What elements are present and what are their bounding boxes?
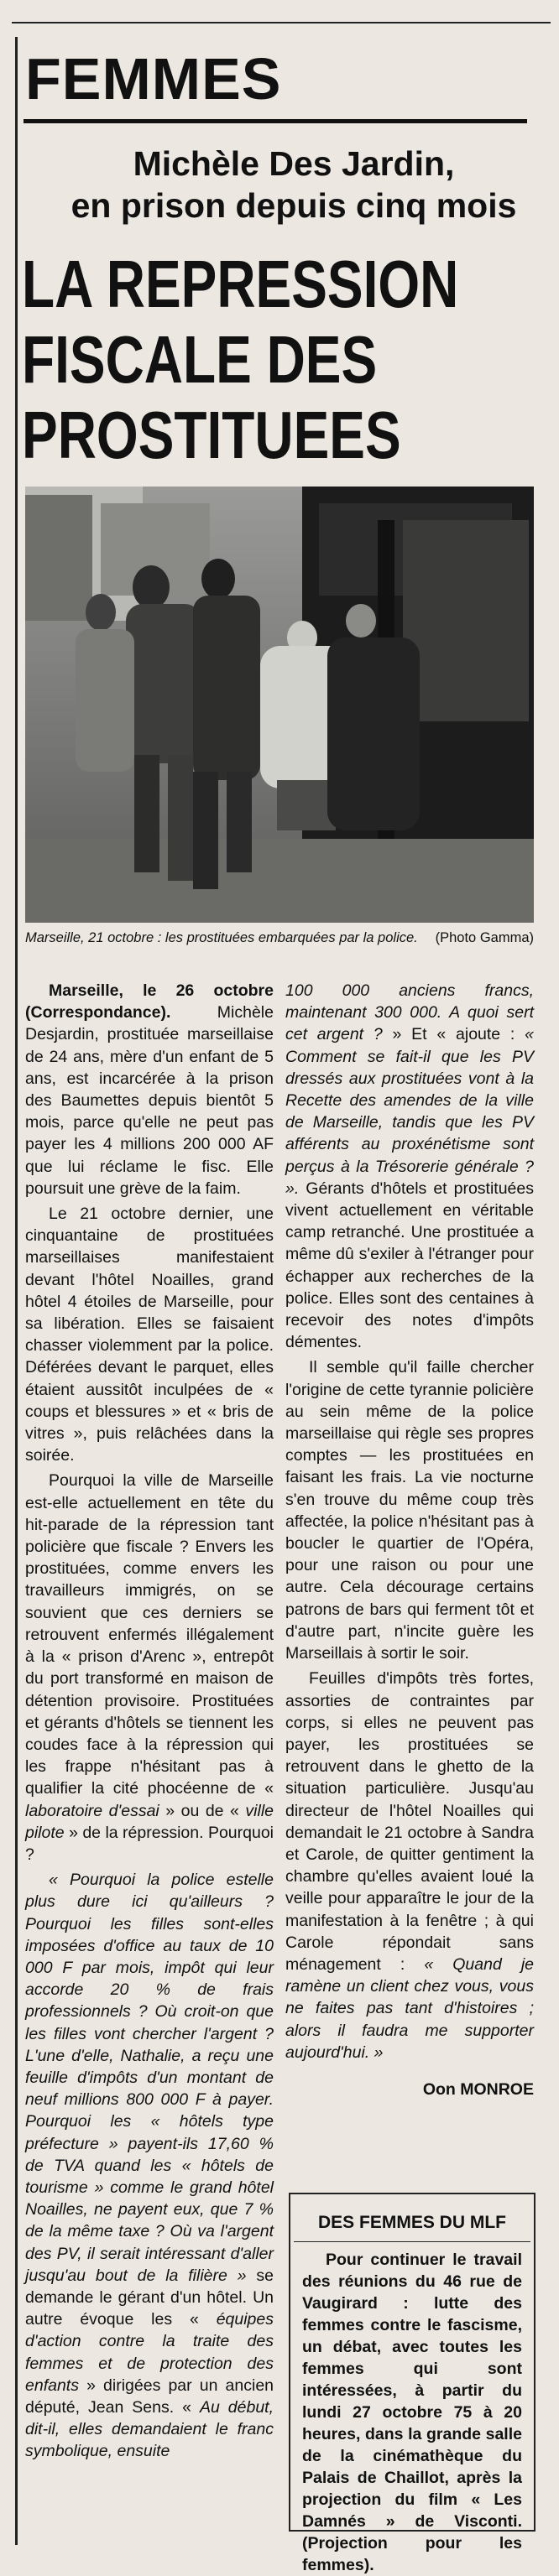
headline — [22, 247, 459, 473]
paragraph: Le 21 octobre dernier, une cinquantaine de prostituées marseillaises manifestaient devant l'hôtel Noailles, grand hôtel 4 étoiles de Marseille, pour sa libération. Elles se faisaient chasser violemment par la police. Déférées devant le parquet, elles étaient aussitôt inculpées de « coups et blessures » et « bris de vitres », puis relâchées dans la soirée. — [25, 1205, 274, 1465]
author-signature: Oon MONROE — [422, 2079, 534, 2099]
quote-italic: Au début, dit-il, elles demandaient le franc symbolique, ensuite — [25, 2398, 274, 2461]
paragraph — [25, 1470, 274, 1866]
quote-italic: « Pourquoi la police estelle plus dure ici qu'ailleurs ? Pourquoi les filles sont-elles imposées d'office au taux de 10 000 F par mois, impôt qui leur accorde 20 % de frais professionnels ? Où croit-on que les filles vont chercher l'argent ? L'une d'elle, Nathalie, a reçu une feuille d'impôts d'un montant de neuf millions 800 000 F à payer. Pourquoi les « hôtels type préfecture » payent-ils 17,60 % de TVA quand les « hôtels de tourisme » comme le grand hôtel Noailles, ne payent eux, que 7 % de la même taxe ? Où va l'argent des PV, il serait intéressant d'aller jusqu'au bout de la filière » — [25, 1871, 274, 2285]
box-text: Pour continuer le travail des réunions du 46 rue de Vaugirard : lutte des femmes contre le fascisme, un débat, avec toutes les femmes qui sont intéressées, à partir du lundi 27 octobre 75 à 20 heures, dans la grande salle de la cinémathèque du Palais de Chaillot, après la projection du film « Les Damnés » de Visconti. (Projection pour les femmes). — [302, 2251, 522, 2574]
body-text-italic: équipes d'action contre la traite des femmes et de protection des enfants — [25, 2310, 274, 2395]
subtitle — [50, 143, 537, 226]
body-text: Feuilles d'impôts très fortes, assorties de contraintes par corps, si elles ne peuvent pas payer, les prostituées se retrouvent dans le ghetto de la situation particulière. Jusqu'au directeur de l'hôtel Noailles qui demandait le 21 octobre à Sandra et Carole, de quitter gentiment la chambre qu'elles avaient loué la veille pour apparaître le jour de la manifestation à la fenêtre ; à qui Carole répondait sans ménagement : — [285, 1669, 534, 1974]
top-rule — [12, 22, 551, 23]
body-text: » de la répression. Pourquoi ? — [25, 1823, 274, 1864]
quote-italic: 100 000 anciens francs, maintenant 300 000. A quoi sert cet argent ? — [285, 981, 534, 1044]
headline-line-2: FISCALE DES — [22, 322, 378, 397]
article-column-1 — [25, 980, 274, 2466]
quote-italic: « Comment se fait-il que les PV dressés aux prostituées vont à la Recette des amendes de la ville de Marseille, tandis que les PV afférents au proxénétisme sont perçus à la Trésorerie générale ? ». — [285, 1025, 535, 1198]
paragraph — [285, 1668, 534, 2063]
dateline: Marseille, le 26 octobre (Correspondance). — [25, 981, 274, 1023]
body-text: se demande le gérant d'un hôtel. Un autre évoque les « — [25, 2266, 274, 2329]
subtitle-line-2: en prison depuis cinq mois — [71, 186, 517, 225]
quote-italic: « Quand je ramène un client chez vous, vous ne faites pas tant d'histoires ; alors il faudra me supporter aujourd'hui. » — [285, 1954, 535, 2062]
left-rule — [15, 37, 18, 2545]
subtitle-line-1: Michèle Des Jardin, — [133, 144, 455, 183]
paragraph: Il semble qu'il faille chercher l'origine de cette tyrannie policière au sein même de la police marseillaise qui règle ses propres comptes — les prostituées en faisant les frais. La vie nocturne s'en trouve du même coup très affectée, la police n'hésitant pas à boucler le quartier de l'Opéra, pour une raison ou pour une autre. Cela décourage certains patrons de bars qui ferment tôt et d'autre part, n'incite guère les Marseillais à sortir le soir. — [285, 1358, 534, 1663]
body-text: Pourquoi la ville de Marseille est-elle actuellement en tête du hit-parade de la répression tant policière que fiscale ? Envers les prostituées, comme envers les travailleurs immigrés, on se souvient que ces derniers se retrouvent enfermés illégalement à la « prison d'Arenc », entrepôt du port transformé en maison de détention provisoire. Prostituées et gérants d'hôtels se tiennent les coudes face à la répression qui les frappe n'hésitant pas à qualifier la cité phocéenne de « — [25, 1471, 274, 1798]
body-text-italic: ville pilote — [25, 1801, 274, 1842]
headline-line-3: PROSTITUEES — [22, 398, 401, 472]
section-underline — [24, 119, 527, 123]
photo-credit: (Photo Gamma) — [435, 930, 534, 945]
body-text: » dirigées par un ancien député, Jean Sens. « — [25, 2376, 274, 2417]
paragraph — [285, 980, 534, 1353]
photo-caption — [25, 929, 534, 947]
box-title: DES FEMMES DU MLF — [318, 2213, 506, 2232]
section-heading: FEMMES — [25, 46, 282, 112]
box-divider — [294, 2241, 530, 2242]
news-photo — [25, 487, 534, 923]
body-text: » Et « ajoute : — [392, 1025, 515, 1044]
headline-line-1: LA REPRESSION — [22, 247, 459, 321]
paragraph — [25, 980, 274, 1200]
paragraph — [25, 1869, 274, 2462]
body-text: Gérants d'hôtels et prostituées vivent actuellement en véritable camp retranché. Une prostituée a même dû s'exiler à l'étranger pour échapper aux recherches de la police. Elles sont des centaines à recevoir des notes d'impôts démentes. — [285, 1179, 534, 1352]
photo-illustration — [25, 487, 534, 923]
body-text-italic: laboratoire d'essai — [25, 1801, 159, 1820]
caption-text: Marseille, 21 octobre : les prostituées embarquées par la police. — [25, 930, 418, 945]
body-text: Michèle Desjardin, prostituée marseillaise de 24 ans, mère d'un enfant de 5 ans, est incarcérée à la prison des Baumettes depuis bientôt 5 mois, parce qu'elle ne peut pas payer les 4 millions 200 000 AF que lui réclame le fisc. Elle poursuit une grève de la faim. — [25, 1003, 274, 1198]
article-column-2 — [285, 980, 534, 2104]
mlf-notice-box — [289, 2193, 535, 2574]
body-text: » ou de « — [165, 1801, 239, 1820]
